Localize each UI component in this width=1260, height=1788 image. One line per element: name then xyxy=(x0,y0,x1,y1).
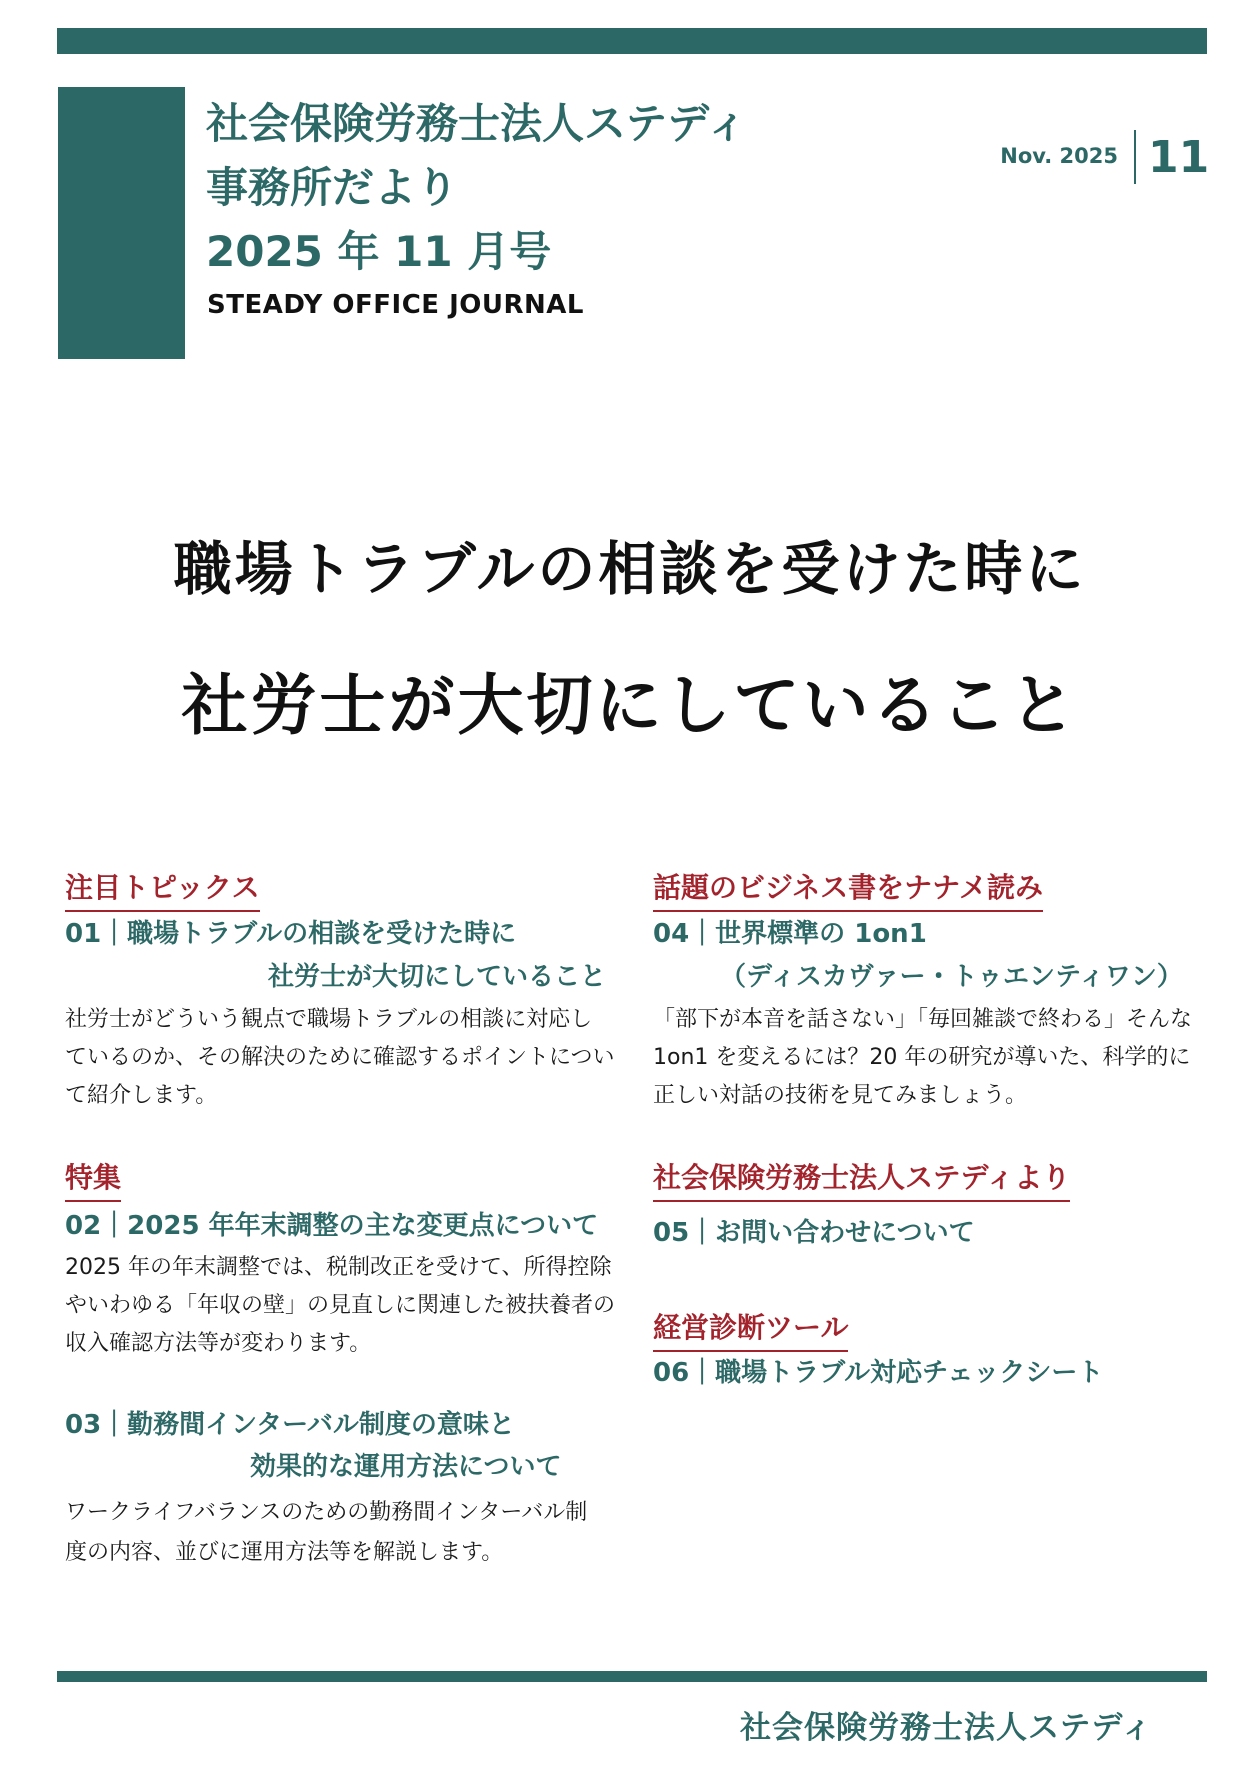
toc-item-02-desc-line3: 収入確認方法等が変わります。 xyxy=(65,1331,372,1356)
toc-item-01-title-line2[interactable]: 社労士が大切にしていること xyxy=(268,962,607,992)
section-heading-feature: 特集 xyxy=(65,1160,121,1202)
journal-title-line3: 2025 年 11 月号 xyxy=(206,227,552,276)
top-decorative-bar xyxy=(57,28,1207,54)
toc-item-03-title-line1[interactable]: 03｜勤務間インターバル制度の意味と xyxy=(65,1410,515,1440)
toc-item-06-title[interactable]: 06｜職場トラブル対応チェックシート xyxy=(653,1358,1104,1388)
journal-title-line1: 社会保険労務士法人ステディ xyxy=(206,99,748,148)
toc-item-01-title-line1[interactable]: 01｜職場トラブルの相談を受けた時に xyxy=(65,919,517,949)
headline-line1: 職場トラブルの相談を受けた時に xyxy=(173,535,1087,603)
header-side-block xyxy=(58,87,185,359)
toc-item-02-title[interactable]: 02｜2025 年年末調整の主な変更点について xyxy=(65,1211,599,1241)
toc-item-04-title-line2[interactable]: （ディスカヴァー・トゥエンティワン） xyxy=(720,962,1183,992)
toc-item-01-desc-line2: ているのか、その解決のために確認するポイントについ xyxy=(65,1045,615,1070)
toc-item-03-desc-line2: 度の内容、並びに運用方法等を解説します。 xyxy=(65,1540,504,1565)
toc-item-04-desc-line2: 1on1 を変えるには？20 年の研究が導いた、科学的に xyxy=(653,1045,1191,1070)
journal-subtitle: STEADY OFFICE JOURNAL xyxy=(207,290,584,320)
section-heading-book-review: 話題のビジネス書をナナメ読み xyxy=(653,870,1043,912)
toc-item-01-desc-line3: て紹介します。 xyxy=(65,1083,218,1108)
toc-item-01-desc-line1: 社労士がどういう観点で職場トラブルの相談に対応し xyxy=(65,1007,593,1032)
journal-title-line2: 事務所だより xyxy=(206,163,459,212)
toc-item-02-desc-line1: 2025 年の年末調整では、税制改正を受けて、所得控除 xyxy=(65,1255,612,1280)
bottom-decorative-bar xyxy=(57,1671,1207,1682)
toc-item-05-title[interactable]: 05｜お問い合わせについて xyxy=(653,1218,975,1248)
section-heading-diagnosis-tool: 経営診断ツール xyxy=(653,1310,848,1352)
toc-item-02-desc-line2: やいわゆる「年収の壁」の見直しに関連した被扶養者の xyxy=(65,1293,616,1318)
section-heading-from-office: 社会保険労務士法人ステディより xyxy=(653,1160,1070,1202)
issue-date: Nov. 2025 xyxy=(1000,144,1118,168)
footer-office-name: 社会保険労務士法人ステディ xyxy=(740,1710,1153,1746)
issue-number: 11 xyxy=(1148,132,1210,183)
issue-divider xyxy=(1134,130,1136,184)
headline-line2: 社労士が大切にしていること xyxy=(181,667,1079,744)
toc-item-04-desc-line3: 正しい対話の技術を見てみましょう。 xyxy=(653,1083,1028,1108)
toc-item-03-title-line2[interactable]: 効果的な運用方法について xyxy=(250,1452,562,1482)
journal-title xyxy=(206,92,748,284)
toc-item-04-title-line1[interactable]: 04｜世界標準の 1on1 xyxy=(653,919,927,949)
section-heading-topics: 注目トピックス xyxy=(65,870,260,912)
toc-item-04-desc-line1: 「部下が本音を話さない」「毎回雑談で終わる」そんな xyxy=(653,1007,1193,1032)
toc-item-03-desc-line1: ワークライフバランスのための勤務間インターバル制 xyxy=(65,1500,588,1525)
